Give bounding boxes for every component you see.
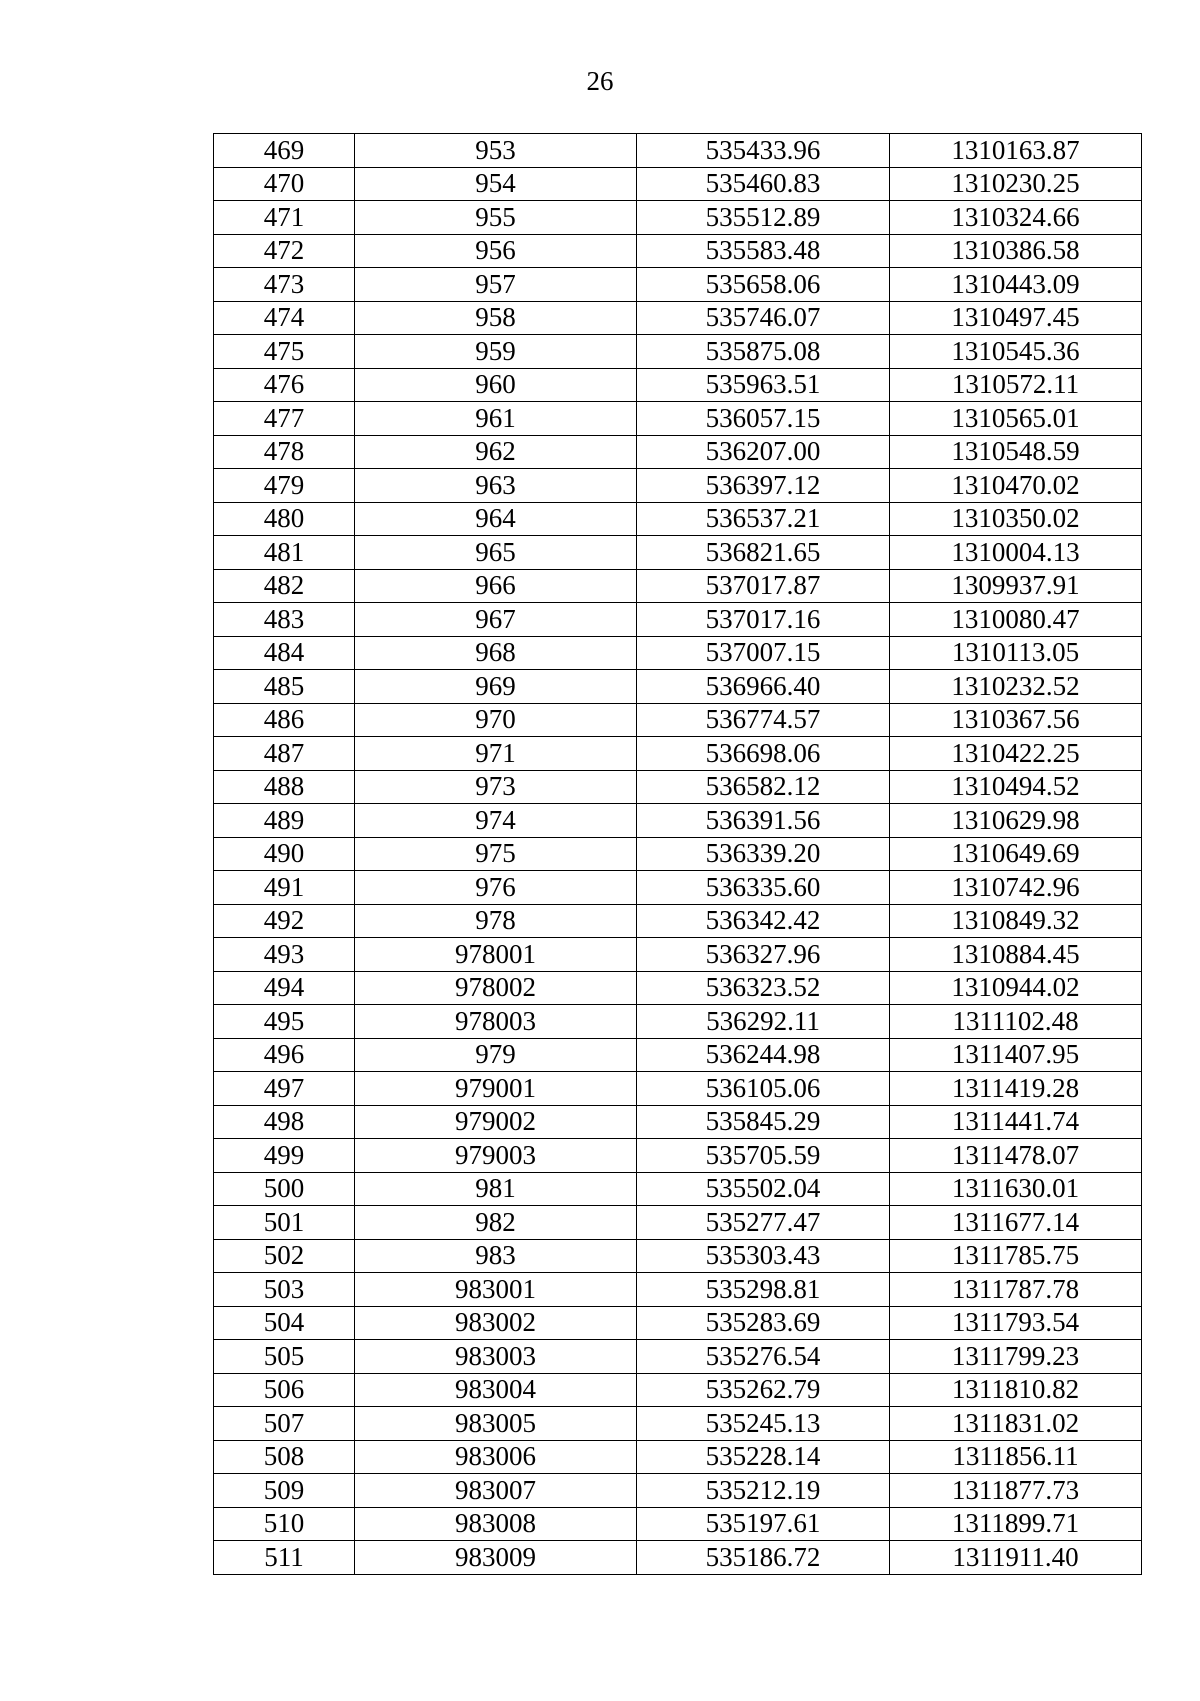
y-coordinate-cell: 1310884.45 (890, 938, 1142, 972)
x-coordinate-cell: 536244.98 (637, 1038, 890, 1072)
point-id-cell: 979003 (355, 1139, 637, 1173)
row-number-cell: 504 (214, 1306, 355, 1340)
table-row (214, 402, 1142, 436)
x-coordinate-cell: 535186.72 (637, 1541, 890, 1575)
table-row (214, 502, 1142, 536)
point-id-cell: 955 (355, 201, 637, 235)
y-coordinate-cell: 1311793.54 (890, 1306, 1142, 1340)
point-id-cell: 954 (355, 167, 637, 201)
point-id-cell: 959 (355, 335, 637, 369)
point-id-cell: 983008 (355, 1507, 637, 1541)
table-row (214, 938, 1142, 972)
x-coordinate-cell: 535228.14 (637, 1440, 890, 1474)
x-coordinate-cell: 537007.15 (637, 636, 890, 670)
row-number-cell: 511 (214, 1541, 355, 1575)
table-row (214, 1072, 1142, 1106)
x-coordinate-cell: 536966.40 (637, 670, 890, 704)
point-id-cell: 963 (355, 469, 637, 503)
row-number-cell: 482 (214, 569, 355, 603)
row-number-cell: 505 (214, 1340, 355, 1374)
table-row (214, 469, 1142, 503)
table-row (214, 737, 1142, 771)
point-id-cell: 975 (355, 837, 637, 871)
table-row (214, 1005, 1142, 1039)
y-coordinate-cell: 1311799.23 (890, 1340, 1142, 1374)
table-row (214, 301, 1142, 335)
row-number-cell: 495 (214, 1005, 355, 1039)
row-number-cell: 469 (214, 134, 355, 168)
y-coordinate-cell: 1310163.87 (890, 134, 1142, 168)
table-row (214, 603, 1142, 637)
x-coordinate-cell: 535502.04 (637, 1172, 890, 1206)
coordinates-table (213, 133, 1142, 1575)
table-row (214, 670, 1142, 704)
row-number-cell: 507 (214, 1407, 355, 1441)
x-coordinate-cell: 536327.96 (637, 938, 890, 972)
y-coordinate-cell: 1311102.48 (890, 1005, 1142, 1039)
y-coordinate-cell: 1310572.11 (890, 368, 1142, 402)
y-coordinate-cell: 1311787.78 (890, 1273, 1142, 1307)
table-row (214, 268, 1142, 302)
x-coordinate-cell: 536774.57 (637, 703, 890, 737)
table-row (214, 167, 1142, 201)
table-row (214, 1273, 1142, 1307)
row-number-cell: 470 (214, 167, 355, 201)
row-number-cell: 477 (214, 402, 355, 436)
row-number-cell: 479 (214, 469, 355, 503)
table-row (214, 335, 1142, 369)
table-row (214, 1373, 1142, 1407)
x-coordinate-cell: 535658.06 (637, 268, 890, 302)
table-row (214, 234, 1142, 268)
y-coordinate-cell: 1310548.59 (890, 435, 1142, 469)
x-coordinate-cell: 536537.21 (637, 502, 890, 536)
point-id-cell: 967 (355, 603, 637, 637)
table-row (214, 1105, 1142, 1139)
table-row (214, 1440, 1142, 1474)
x-coordinate-cell: 536582.12 (637, 770, 890, 804)
y-coordinate-cell: 1311877.73 (890, 1474, 1142, 1508)
row-number-cell: 496 (214, 1038, 355, 1072)
row-number-cell: 501 (214, 1206, 355, 1240)
row-number-cell: 499 (214, 1139, 355, 1173)
point-id-cell: 953 (355, 134, 637, 168)
x-coordinate-cell: 536335.60 (637, 871, 890, 905)
table-row (214, 1407, 1142, 1441)
point-id-cell: 965 (355, 536, 637, 570)
point-id-cell: 983004 (355, 1373, 637, 1407)
x-coordinate-cell: 536292.11 (637, 1005, 890, 1039)
point-id-cell: 961 (355, 402, 637, 436)
y-coordinate-cell: 1311677.14 (890, 1206, 1142, 1240)
row-number-cell: 489 (214, 804, 355, 838)
x-coordinate-cell: 535262.79 (637, 1373, 890, 1407)
x-coordinate-cell: 535512.89 (637, 201, 890, 235)
point-id-cell: 968 (355, 636, 637, 670)
point-id-cell: 978 (355, 904, 637, 938)
point-id-cell: 973 (355, 770, 637, 804)
point-id-cell: 983 (355, 1239, 637, 1273)
y-coordinate-cell: 1310494.52 (890, 770, 1142, 804)
y-coordinate-cell: 1311419.28 (890, 1072, 1142, 1106)
row-number-cell: 502 (214, 1239, 355, 1273)
x-coordinate-cell: 536323.52 (637, 971, 890, 1005)
x-coordinate-cell: 536397.12 (637, 469, 890, 503)
x-coordinate-cell: 535283.69 (637, 1306, 890, 1340)
x-coordinate-cell: 535197.61 (637, 1507, 890, 1541)
table-row (214, 636, 1142, 670)
point-id-cell: 976 (355, 871, 637, 905)
x-coordinate-cell: 535963.51 (637, 368, 890, 402)
x-coordinate-cell: 535212.19 (637, 1474, 890, 1508)
page-number: 26 (586, 66, 614, 96)
point-id-cell: 979002 (355, 1105, 637, 1139)
y-coordinate-cell: 1311899.71 (890, 1507, 1142, 1541)
point-id-cell: 964 (355, 502, 637, 536)
coordinates-table-body (214, 134, 1142, 1575)
x-coordinate-cell: 535276.54 (637, 1340, 890, 1374)
y-coordinate-cell: 1310386.58 (890, 234, 1142, 268)
x-coordinate-cell: 536342.42 (637, 904, 890, 938)
y-coordinate-cell: 1311785.75 (890, 1239, 1142, 1273)
x-coordinate-cell: 535460.83 (637, 167, 890, 201)
table-row (214, 569, 1142, 603)
y-coordinate-cell: 1310742.96 (890, 871, 1142, 905)
table-row (214, 1172, 1142, 1206)
row-number-cell: 503 (214, 1273, 355, 1307)
row-number-cell: 508 (214, 1440, 355, 1474)
table-row (214, 1139, 1142, 1173)
x-coordinate-cell: 535875.08 (637, 335, 890, 369)
x-coordinate-cell: 536105.06 (637, 1072, 890, 1106)
y-coordinate-cell: 1310470.02 (890, 469, 1142, 503)
y-coordinate-cell: 1310545.36 (890, 335, 1142, 369)
row-number-cell: 492 (214, 904, 355, 938)
x-coordinate-cell: 535845.29 (637, 1105, 890, 1139)
row-number-cell: 472 (214, 234, 355, 268)
point-id-cell: 983002 (355, 1306, 637, 1340)
x-coordinate-cell: 535705.59 (637, 1139, 890, 1173)
point-id-cell: 978003 (355, 1005, 637, 1039)
point-id-cell: 958 (355, 301, 637, 335)
point-id-cell: 983009 (355, 1541, 637, 1575)
row-number-cell: 491 (214, 871, 355, 905)
point-id-cell: 966 (355, 569, 637, 603)
table-row (214, 536, 1142, 570)
x-coordinate-cell: 535433.96 (637, 134, 890, 168)
row-number-cell: 500 (214, 1172, 355, 1206)
x-coordinate-cell: 535746.07 (637, 301, 890, 335)
y-coordinate-cell: 1311810.82 (890, 1373, 1142, 1407)
point-id-cell: 962 (355, 435, 637, 469)
x-coordinate-cell: 536698.06 (637, 737, 890, 771)
row-number-cell: 474 (214, 301, 355, 335)
row-number-cell: 509 (214, 1474, 355, 1508)
row-number-cell: 488 (214, 770, 355, 804)
table-row (214, 1239, 1142, 1273)
table-row (214, 1541, 1142, 1575)
y-coordinate-cell: 1311407.95 (890, 1038, 1142, 1072)
y-coordinate-cell: 1311441.74 (890, 1105, 1142, 1139)
point-id-cell: 979 (355, 1038, 637, 1072)
y-coordinate-cell: 1309937.91 (890, 569, 1142, 603)
x-coordinate-cell: 536207.00 (637, 435, 890, 469)
table-row (214, 904, 1142, 938)
table-row (214, 1340, 1142, 1374)
y-coordinate-cell: 1311911.40 (890, 1541, 1142, 1575)
y-coordinate-cell: 1310443.09 (890, 268, 1142, 302)
x-coordinate-cell: 535277.47 (637, 1206, 890, 1240)
point-id-cell: 979001 (355, 1072, 637, 1106)
point-id-cell: 983007 (355, 1474, 637, 1508)
table-row (214, 837, 1142, 871)
row-number-cell: 473 (214, 268, 355, 302)
table-row (214, 1474, 1142, 1508)
y-coordinate-cell: 1310324.66 (890, 201, 1142, 235)
x-coordinate-cell: 536821.65 (637, 536, 890, 570)
row-number-cell: 497 (214, 1072, 355, 1106)
table-row (214, 804, 1142, 838)
row-number-cell: 476 (214, 368, 355, 402)
x-coordinate-cell: 537017.16 (637, 603, 890, 637)
row-number-cell: 475 (214, 335, 355, 369)
y-coordinate-cell: 1311478.07 (890, 1139, 1142, 1173)
row-number-cell: 498 (214, 1105, 355, 1139)
y-coordinate-cell: 1310849.32 (890, 904, 1142, 938)
point-id-cell: 971 (355, 737, 637, 771)
table-row (214, 134, 1142, 168)
x-coordinate-cell: 536391.56 (637, 804, 890, 838)
row-number-cell: 493 (214, 938, 355, 972)
row-number-cell: 510 (214, 1507, 355, 1541)
table-row (214, 435, 1142, 469)
x-coordinate-cell: 537017.87 (637, 569, 890, 603)
row-number-cell: 481 (214, 536, 355, 570)
row-number-cell: 480 (214, 502, 355, 536)
table-row (214, 201, 1142, 235)
point-id-cell: 983006 (355, 1440, 637, 1474)
y-coordinate-cell: 1310080.47 (890, 603, 1142, 637)
point-id-cell: 983001 (355, 1273, 637, 1307)
point-id-cell: 974 (355, 804, 637, 838)
y-coordinate-cell: 1310497.45 (890, 301, 1142, 335)
y-coordinate-cell: 1311630.01 (890, 1172, 1142, 1206)
y-coordinate-cell: 1310367.56 (890, 703, 1142, 737)
y-coordinate-cell: 1310232.52 (890, 670, 1142, 704)
point-id-cell: 983003 (355, 1340, 637, 1374)
point-id-cell: 982 (355, 1206, 637, 1240)
row-number-cell: 486 (214, 703, 355, 737)
table-row (214, 971, 1142, 1005)
table-row (214, 368, 1142, 402)
row-number-cell: 484 (214, 636, 355, 670)
x-coordinate-cell: 535303.43 (637, 1239, 890, 1273)
point-id-cell: 978002 (355, 971, 637, 1005)
point-id-cell: 957 (355, 268, 637, 302)
table-row (214, 1306, 1142, 1340)
row-number-cell: 494 (214, 971, 355, 1005)
point-id-cell: 956 (355, 234, 637, 268)
table-row (214, 1038, 1142, 1072)
table-row (214, 1507, 1142, 1541)
y-coordinate-cell: 1310230.25 (890, 167, 1142, 201)
table-row (214, 1206, 1142, 1240)
point-id-cell: 981 (355, 1172, 637, 1206)
point-id-cell: 970 (355, 703, 637, 737)
row-number-cell: 483 (214, 603, 355, 637)
x-coordinate-cell: 535245.13 (637, 1407, 890, 1441)
y-coordinate-cell: 1310004.13 (890, 536, 1142, 570)
row-number-cell: 487 (214, 737, 355, 771)
y-coordinate-cell: 1310649.69 (890, 837, 1142, 871)
table-row (214, 770, 1142, 804)
point-id-cell: 960 (355, 368, 637, 402)
y-coordinate-cell: 1310944.02 (890, 971, 1142, 1005)
point-id-cell: 978001 (355, 938, 637, 972)
x-coordinate-cell: 535298.81 (637, 1273, 890, 1307)
y-coordinate-cell: 1310565.01 (890, 402, 1142, 436)
row-number-cell: 506 (214, 1373, 355, 1407)
x-coordinate-cell: 535583.48 (637, 234, 890, 268)
y-coordinate-cell: 1311831.02 (890, 1407, 1142, 1441)
row-number-cell: 471 (214, 201, 355, 235)
row-number-cell: 485 (214, 670, 355, 704)
row-number-cell: 490 (214, 837, 355, 871)
row-number-cell: 478 (214, 435, 355, 469)
table-row (214, 871, 1142, 905)
y-coordinate-cell: 1311856.11 (890, 1440, 1142, 1474)
x-coordinate-cell: 536057.15 (637, 402, 890, 436)
y-coordinate-cell: 1310422.25 (890, 737, 1142, 771)
y-coordinate-cell: 1310113.05 (890, 636, 1142, 670)
point-id-cell: 983005 (355, 1407, 637, 1441)
x-coordinate-cell: 536339.20 (637, 837, 890, 871)
y-coordinate-cell: 1310350.02 (890, 502, 1142, 536)
point-id-cell: 969 (355, 670, 637, 704)
y-coordinate-cell: 1310629.98 (890, 804, 1142, 838)
table-row (214, 703, 1142, 737)
